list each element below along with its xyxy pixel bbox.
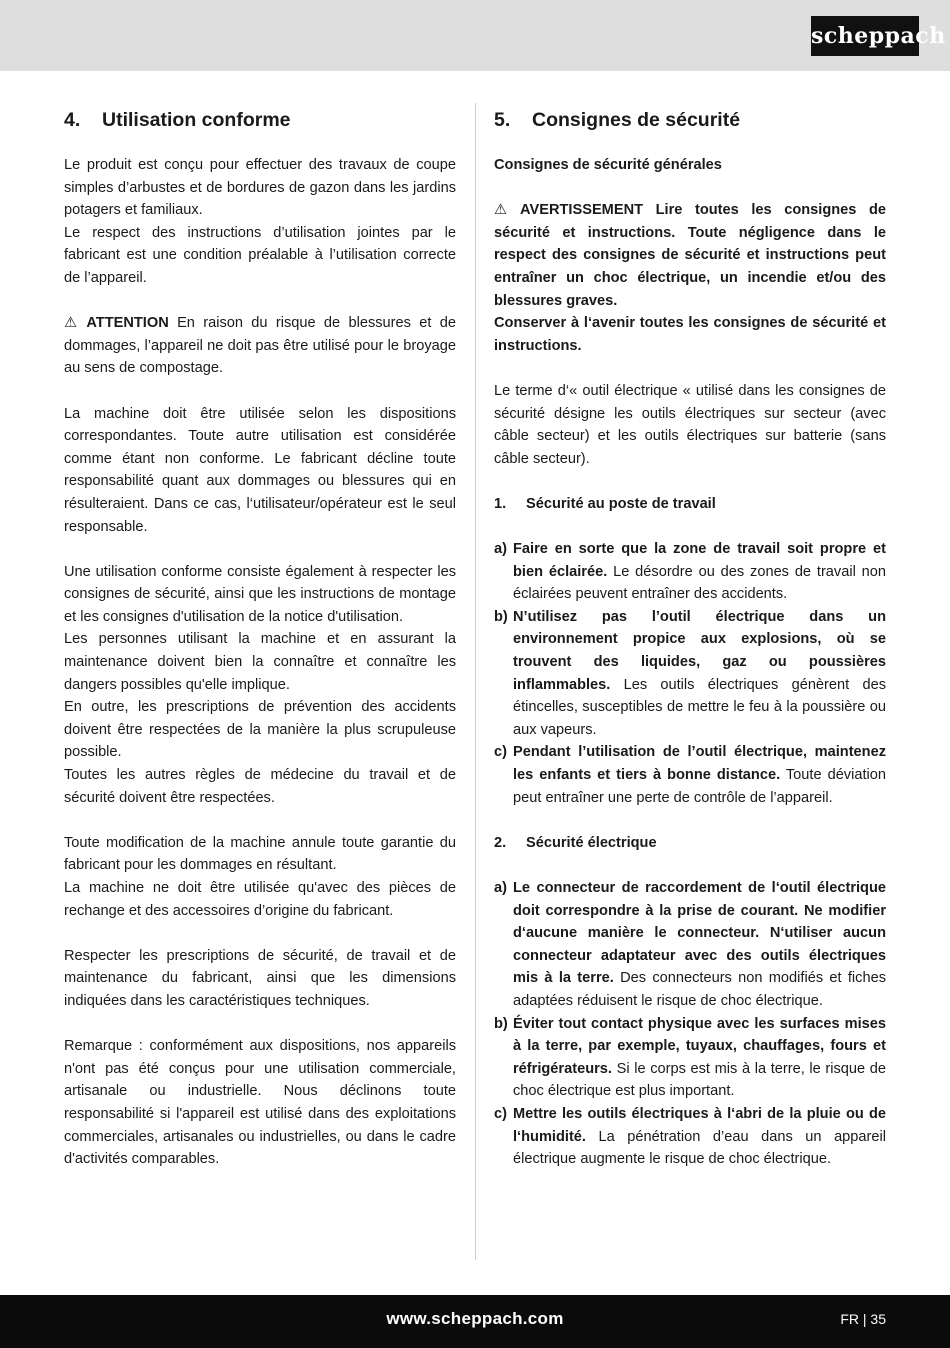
- subsection-1-heading: [494, 493, 886, 516]
- website-link[interactable]: www.scheppach.com: [386, 1309, 564, 1328]
- list-item-bold: Faire en sorte que la zone de travail soit propre et bien éclairée.: [513, 541, 886, 580]
- list-item: [494, 1103, 886, 1171]
- paragraph: Toutes les autres règles de médecine du travail et de sécurité doivent être respectées.: [64, 767, 456, 806]
- list-item-text: La pénétration d’eau dans un appareil électrique augmente le risque de choc électrique.: [513, 1128, 886, 1168]
- list-item-label: b): [494, 1015, 508, 1032]
- list-item-bold: Le connecteur de raccordement de l‘outil électrique doit correspondre à la prise de courant. Ne modifier d‘aucune manière le connecteur. N‘utiliser aucun connecteur adaptateur avec des outils électriques mis à la terre.: [513, 880, 886, 987]
- list-item-label: b): [494, 608, 508, 625]
- list-item: [494, 741, 886, 809]
- list-item-label: c): [494, 744, 507, 761]
- section-4-heading: [64, 108, 456, 132]
- subsection-title: Sécurité électrique: [526, 834, 657, 851]
- left-column: [64, 108, 456, 1171]
- list-item-text: Le désordre ou des zones de travail non éclairées peuvent entraîner des accidents.: [513, 563, 886, 603]
- subsection-title: Sécurité au poste de travail: [526, 495, 716, 512]
- section-4-title: Utilisation conforme: [102, 109, 291, 131]
- paragraph: Respecter les prescriptions de sécurité, de travail et de maintenance du fabricant, ainsi que les dimensions indiquées dans les caractéristiques techniques.: [64, 947, 456, 1009]
- list-item-label: c): [494, 1105, 507, 1122]
- section-5-number: 5.: [494, 109, 511, 131]
- keep-instructions: Conserver à l‘avenir toutes les consignes de sécurité et instructions.: [494, 315, 886, 354]
- list-item: [494, 1013, 886, 1103]
- paragraph: La machine doit être utilisée selon les dispositions correspondantes. Toute autre utilisation est considérée comme étant non conforme. Le fabricant décline toute responsabilité quant aux dommages ou blessures qui en résulteraient. Dans ce cas, l‘utilisateur/opérateur est le seul responsable.: [64, 405, 456, 535]
- paragraph: Une utilisation conforme consiste également à respecter les consignes de sécurité, ainsi que les instructions de montage et les consignes d'utilisation de la notice d'utilisation.: [64, 563, 456, 625]
- paragraph: En outre, les prescriptions de prévention des accidents doivent être respectées de la manière la plus scrupuleuse possible.: [64, 699, 456, 761]
- list-item: [494, 538, 886, 606]
- list-item-label: a): [494, 880, 507, 896]
- list-item: [494, 877, 886, 1013]
- subheading: Consignes de sécurité générales: [494, 157, 722, 173]
- paragraph: Le terme d‘« outil électrique « utilisé dans les consignes de sécurité désigne les outils électriques sur secteur (avec câble secteur) et les outils électriques sur batterie (sans câble secteur).: [494, 382, 886, 467]
- list-item-bold: Mettre les outils électriques à l‘abri de la pluie ou de l‘humidité.: [513, 1105, 886, 1145]
- list-item: [494, 606, 886, 742]
- paragraph: Les personnes utilisant la machine et en assurant la maintenance doivent bien la connaître et connaître les dangers possibles qu'elle implique.: [64, 631, 456, 693]
- list-item-bold: Éviter tout contact physique avec les surfaces mises à la terre, par exemple, tuyaux, chauffages, fours et réfrigérateurs.: [513, 1015, 886, 1077]
- page-number: FR | 35: [840, 1311, 886, 1327]
- list-item-text: Des connecteurs non modifiés et fiches adaptées réduisent le risque de choc électrique.: [513, 970, 886, 1009]
- subsection-1-list: [494, 538, 886, 809]
- attention-text: En raison du risque de blessures et de dommages, l’appareil ne doit pas être utilisé pour le broyage au sens de compostage.: [64, 315, 456, 377]
- paragraph: Toute modification de la machine annule toute garantie du fabricant pour les dommages en résultant.: [64, 834, 456, 874]
- attention-label: ATTENTION: [86, 315, 169, 332]
- column-divider: [475, 103, 476, 1260]
- warning-triangle-icon: ⚠: [494, 202, 508, 219]
- list-item-label: a): [494, 541, 507, 558]
- list-item-text: Les outils électriques génèrent des étincelles, susceptibles de mettre le feu à la poussière ou aux vapeurs.: [513, 676, 886, 738]
- section-5-title: Consignes de sécurité: [532, 109, 741, 131]
- section-4-number: 4.: [64, 109, 81, 131]
- list-item-text: Si le corps est mis à la terre, le risque de choc électrique est plus important.: [513, 1060, 886, 1100]
- scheppach-logo: scheppach: [811, 16, 919, 56]
- footer-bar: [0, 1295, 950, 1348]
- subsection-number: 1.: [494, 495, 507, 512]
- subsection-2-list: [494, 877, 886, 1171]
- list-item-bold: N’utilisez pas l’outil électrique dans un environnement propice aux explosions, où se trouvent des liquides, gaz ou poussières inflammables.: [513, 608, 886, 693]
- subsection-2-heading: [494, 832, 886, 855]
- paragraph: La machine ne doit être utilisée qu'avec des pièces de rechange et des accessoires d’origine du fabricant.: [64, 880, 456, 919]
- attention-paragraph: [64, 312, 456, 380]
- right-column: [494, 108, 886, 1171]
- header-band: [0, 0, 950, 71]
- section-5-heading: [494, 108, 886, 132]
- warning-paragraph: [494, 199, 886, 312]
- list-item-text: Toute déviation peut entraîner une perte de contrôle de l’appareil.: [513, 767, 886, 806]
- paragraph: Le respect des instructions d’utilisation jointes par le fabricant est une condition préalable à l’utilisation correcte de l’appareil.: [64, 224, 456, 286]
- paragraph: Remarque : conformément aux dispositions, nos appareils n'ont pas été conçus pour une utilisation commerciale, artisanale ou industrielle. Nous déclinons toute responsabilité si l'appareil est utilisé dans des exploitations commerciales, artisanales ou industrielles, ou dans le cadre d'activités comparables.: [64, 1038, 456, 1168]
- subsection-number: 2.: [494, 834, 507, 851]
- warning-triangle-icon: ⚠: [64, 315, 78, 332]
- warning-text: AVERTISSEMENT Lire toutes les consignes de sécurité et instructions. Toute négligence dans le respect des consignes de sécurité et instructions peut entraîner un choc électrique, un incendie et/ou des blessures graves.: [494, 202, 886, 309]
- list-item-bold: Pendant l’utilisation de l’outil électrique, maintenez les enfants et tiers à bonne distance.: [513, 744, 886, 784]
- paragraph: Le produit est conçu pour effectuer des travaux de coupe simples d’arbustes et de bordures de gazon dans les jardins potagers et familiaux.: [64, 157, 456, 219]
